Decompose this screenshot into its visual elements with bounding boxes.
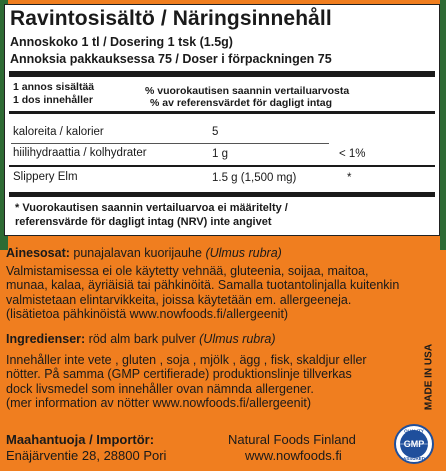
allergen-line: (lisätietoa pähkinöistä www.nowfoods.fi/allergeenit) <box>6 307 289 321</box>
allergen-line: Innehåller inte vete , gluten , soja , mjölk , ägg , fisk, skaldjur eller <box>6 352 367 367</box>
row-divider <box>11 143 329 144</box>
serving-size: Annoskoko 1 tl / Dosering 1 tsk (1.5g) <box>10 35 233 49</box>
row-amount: 5 <box>212 126 219 138</box>
row-daily-value: < 1% <box>339 148 366 160</box>
allergen-line: valmistetaan elintarvikkeita, joissa käytetään em. allergeeneja. <box>6 292 352 307</box>
ingredients-sv-text: röd alm bark pulver <box>85 332 200 346</box>
allergen-line: dock livsmedel som innehåller ovan nämnda allergener. <box>6 381 314 396</box>
row-name: Slippery Elm <box>13 171 78 183</box>
footnote-line-fi: * Vuorokautisen saannin vertailuarvoa ei määritelty / <box>15 202 288 214</box>
daily-value-header-fi: % vuorokautisen saannin vertailuarvosta <box>145 85 350 97</box>
ingredients-fi-heading <box>6 246 399 261</box>
importer-website: www.nowfoods.fi <box>245 448 342 463</box>
importer-label: Maahantuoja / Importör: <box>6 432 155 447</box>
allergen-line: nötter. På samma (GMP certifierade) produktionslinje tillverkas <box>6 367 352 381</box>
row-divider-thick <box>9 165 435 167</box>
ingredients-fi-text: punajalavan kuorijauhe <box>69 246 206 260</box>
panel-title: Ravintosisältö / Näringsinnehåll <box>10 7 332 30</box>
gmp-quality-seal-icon <box>394 424 434 464</box>
nutrition-facts-panel <box>4 4 440 236</box>
made-in-usa-label: MADE IN USA <box>423 343 435 411</box>
allergen-line: munaa, kalaa, äyriäisiä tai pähkinöitä. Samalla tuotantolinjalla kuitenkin <box>6 278 400 292</box>
ingredients-fi-block <box>6 246 399 322</box>
gmp-seal-top-text: QUALITY <box>404 428 424 434</box>
footnote-line-sv: referensvärde för dagligt intag (NRV) inte angivet <box>15 216 272 228</box>
importer-address: Enäjärventie 28, 28800 Pori <box>6 448 167 463</box>
green-accent-right <box>440 0 446 250</box>
row-amount: 1 g <box>212 148 228 160</box>
daily-value-header-sv: % av referensvärdet för dagligt intag <box>150 97 333 109</box>
ingredients-sv-block <box>6 332 367 411</box>
ingredients-sv-label: Ingredienser: <box>6 332 86 346</box>
gmp-seal-bottom-text: ASSURED <box>402 456 426 461</box>
thick-rule-bottom <box>9 192 435 197</box>
footnote <box>15 201 288 229</box>
ingredients-fi-latin: (Ulmus rubra) <box>205 246 282 260</box>
row-amount: 1.5 g (1,500 mg) <box>212 172 297 184</box>
allergen-line: (mer information av nötter www.nowfoods.fi/allergeenit) <box>6 396 311 410</box>
ingredients-fi-label: Ainesosat: <box>6 246 70 260</box>
importer-company: Natural Foods Finland <box>228 432 356 447</box>
row-name: hiilihydraattia / kolhydrater <box>13 147 147 159</box>
row-daily-value: * <box>347 172 352 184</box>
ingredients-sv-latin: (Ulmus rubra) <box>199 332 276 346</box>
medium-rule <box>9 111 435 114</box>
allergen-line: Valmistamisessa ei ole käytetty vehnää, gluteenia, soijaa, maitoa, <box>6 263 369 278</box>
gmp-seal-center-text: GMP <box>403 439 425 449</box>
thick-rule <box>9 71 435 77</box>
row-name: kaloreita / kalorier <box>13 126 104 138</box>
ingredients-sv-heading <box>6 332 367 347</box>
amount-per-serving-sv: 1 dos innehåller <box>13 94 93 106</box>
servings-per-container: Annoksia pakkauksessa 75 / Doser i förpackningen 75 <box>10 52 332 66</box>
amount-per-serving-fi: 1 annos sisältää <box>13 81 95 93</box>
